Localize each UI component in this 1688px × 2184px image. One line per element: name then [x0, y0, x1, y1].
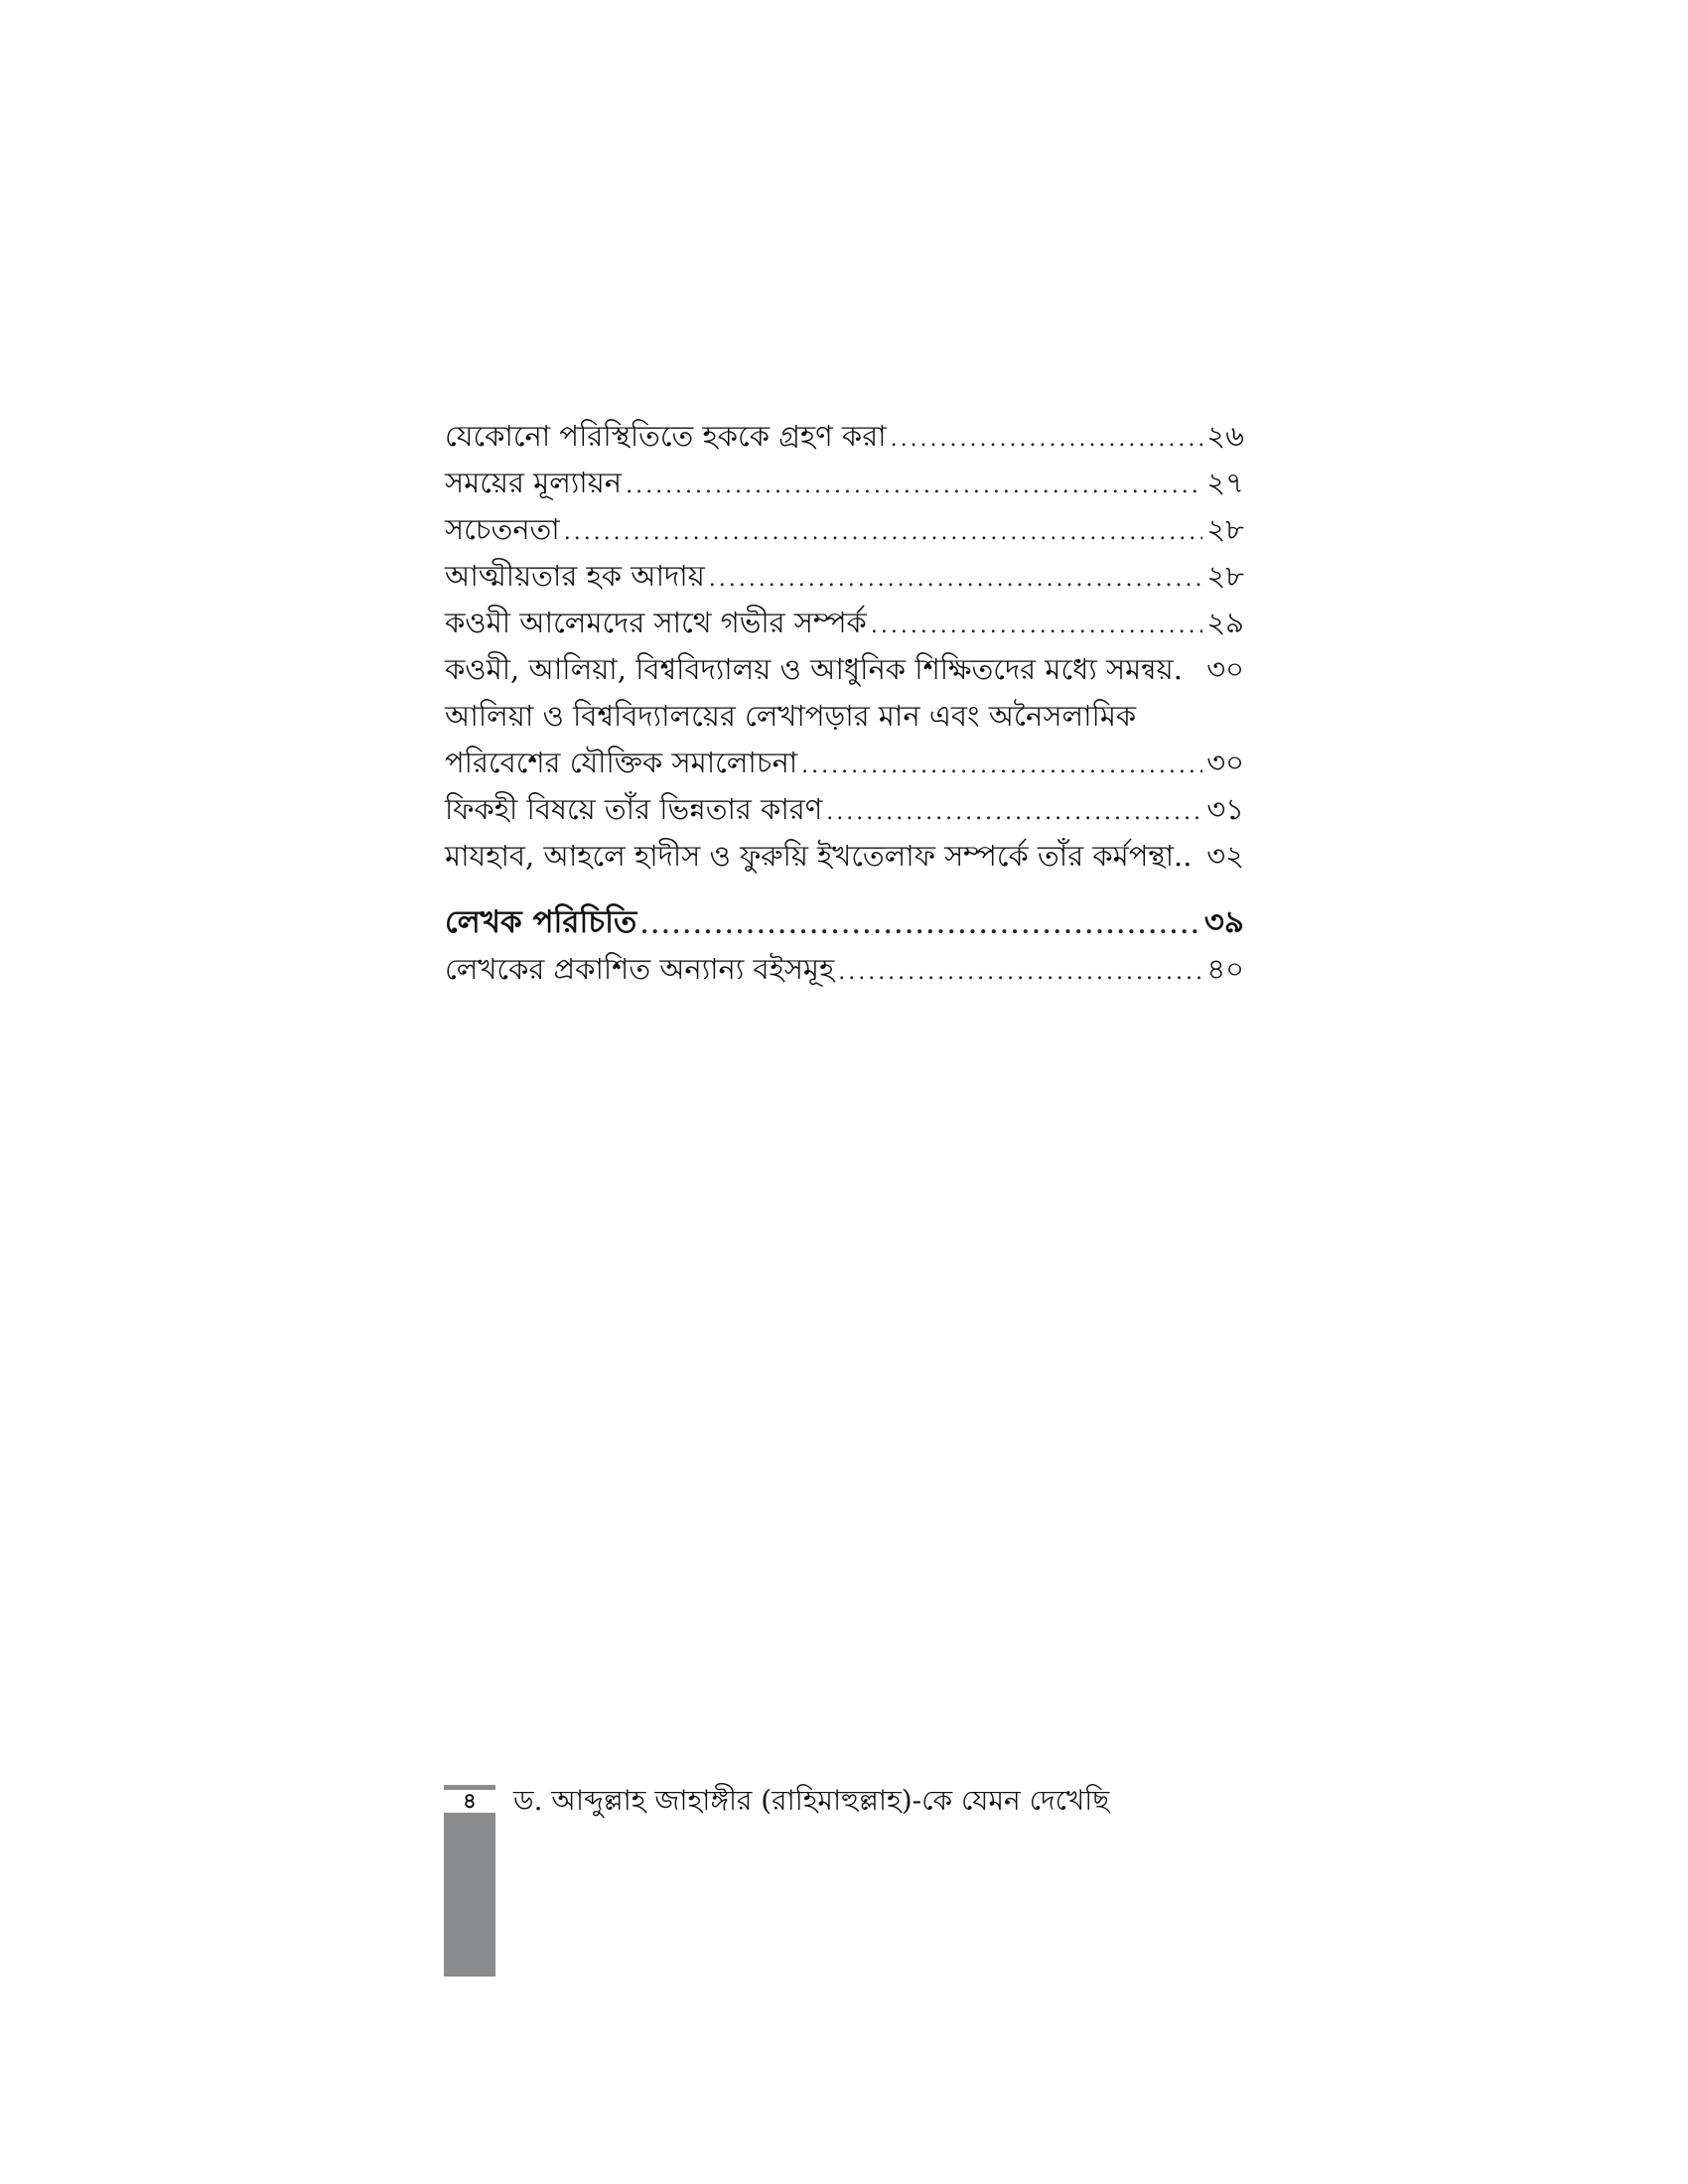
dot-leader: [801, 747, 1202, 786]
toc-entry[interactable]: [445, 833, 1244, 880]
toc-entry[interactable]: [445, 506, 1244, 553]
toc-entry-page: ৩১: [1206, 792, 1244, 826]
dot-leader: [709, 560, 1203, 600]
toc-entry-page: ২৬: [1206, 419, 1244, 453]
toc-entry-page: ৩২: [1206, 839, 1244, 873]
table-of-contents: [445, 413, 1244, 993]
toc-entry-title: সময়ের মূল্যায়ন: [445, 466, 623, 499]
running-footer-title: ড. আব্দুল্লাহ জাহাঙ্গীর (রাহিমাহুল্লাহ)-কে যেমন দেখেছি: [513, 1784, 1110, 1817]
toc-entry-page: ৩০: [1206, 652, 1244, 686]
toc-entry-page: ২৮: [1206, 559, 1244, 593]
toc-entry[interactable]: [445, 600, 1244, 646]
dot-leader: [626, 467, 1202, 506]
dot-leader: [891, 420, 1203, 460]
toc-entry-page: ২৭: [1206, 466, 1244, 499]
toc-entry-continued[interactable]: [445, 693, 1244, 740]
dot-leader: [640, 906, 1200, 946]
toc-entry-title: যেকোনো পরিস্থিতিতে হককে গ্রহণ করা: [445, 419, 887, 453]
toc-entry[interactable]: [445, 413, 1244, 460]
toc-entry[interactable]: [445, 460, 1244, 506]
toc-entry-page: ৩০: [1206, 746, 1244, 779]
page-tab-marker: [444, 1813, 495, 1977]
toc-entry-page: ৪০: [1206, 952, 1244, 986]
toc-entry[interactable]: [445, 646, 1244, 693]
toc-entry-page: ৩৯: [1203, 904, 1244, 940]
dot-leader: [564, 513, 1203, 553]
toc-entry[interactable]: [445, 740, 1244, 786]
toc-entry-page: ২৯: [1206, 606, 1244, 639]
toc-entry-title: কওমী আলেমদের সাথে গভীর সম্পর্ক: [445, 606, 867, 639]
toc-entry-title: কওমী, আলিয়া, বিশ্ববিদ্যালয় ও আধুনিক শিক্ষিতদের মধ্যে সমন্বয়.: [445, 652, 1183, 686]
dot-leader: [826, 793, 1202, 833]
toc-entry-page: ২৮: [1206, 512, 1244, 546]
dot-leader: [838, 953, 1202, 993]
toc-entry[interactable]: [445, 946, 1244, 993]
toc-entry-title: ফিকহী বিষয়ে তাঁর ভিন্নতার কারণ: [445, 792, 823, 826]
toc-entry[interactable]: [445, 786, 1244, 833]
toc-entry-title: লেখকের প্রকাশিত অন্যান্য বইসমূহ: [445, 952, 835, 986]
toc-entry-title: মাযহাব, আহলে হাদীস ও ফুরুয়ি ইখতেলাফ সম্পর্কে তাঁর কর্মপন্থা..: [445, 839, 1193, 873]
toc-entry-title: পরিবেশের যৌক্তিক সমালোচনা: [445, 746, 798, 779]
toc-entry-title: সচেতনতা: [445, 512, 560, 546]
toc-entry-author-intro[interactable]: [445, 899, 1244, 946]
page-number: ৪: [463, 1788, 477, 1813]
toc-entry-title: আলিয়া ও বিশ্ববিদ্যালয়ের লেখাপড়ার মান এবং অনৈসলামিক: [445, 699, 1137, 733]
toc-entry-title: লেখক পরিচিতি: [445, 904, 637, 940]
toc-entry[interactable]: [445, 553, 1244, 600]
toc-entry-title: আত্মীয়তার হক আদায়: [445, 559, 705, 593]
dot-leader: [871, 607, 1202, 646]
